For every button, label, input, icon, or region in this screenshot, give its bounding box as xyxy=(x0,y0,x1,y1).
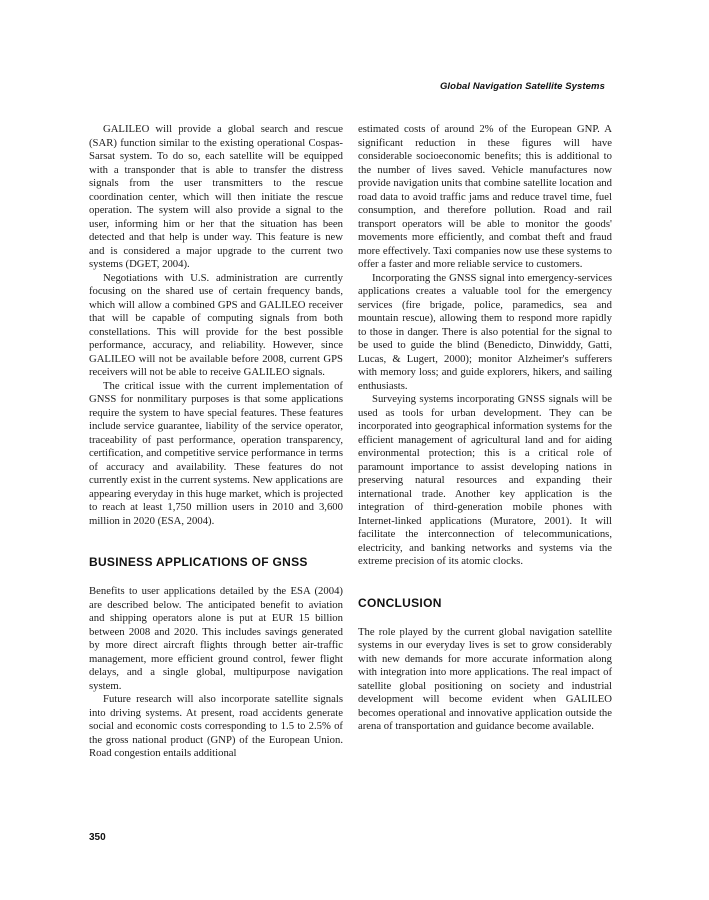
body-paragraph: Incorporating the GNSS signal into emergency-services applications creates a valuable tool for the emergency services (fire brigade, police, paramedics, sea and mountain rescue), allowing them to respond more rapidly to those in danger. There is also potential for the signal to be used to guide the blind (Benedicto, Dinwiddy, Gatti, Lucas, & Lugert, 2000); monitor Alzheimer's sufferers with memory loss; and guide explorers, hikers, and sailing enthusiasts. xyxy=(358,271,612,392)
body-paragraph: The critical issue with the current implementation of GNSS for nonmilitary purposes is that some applications require the system to have special features. These features include service guarantee, liability of the service operator, traceability of past performance, operation transparency, certification, and competitive service performance in terms of accuracy and availability. These features do not currently exist in the current systems. New applications are appearing everyday in this huge market, which is projected to reach at least 1,750 million users in 2010 and 3,600 million in 2020 (ESA, 2004). xyxy=(89,379,343,527)
body-paragraph: Negotiations with U.S. administration are currently focusing on the shared use of certain frequency bands, which will allow a combined GPS and GALILEO receiver that will be capable of computing signals from both constellations. This will provide for the best possible performance, accuracy, and reliability. However, since GALILEO will not be available before 2008, current GPS receivers will not be able to receive GALILEO signals. xyxy=(89,271,343,378)
body-paragraph: Benefits to user applications detailed by the ESA (2004) are described below. The anticipated benefit to aviation and shipping operators alone is put at EUR 15 billion between 2008 and 2020. This includes savings generated by more direct aircraft flights through better air-traffic management, more efficient ground control, fewer flight delays, and a single global, multipurpose navigation system. xyxy=(89,585,343,692)
section-heading-conclusion: CONCLUSION xyxy=(358,595,442,610)
conclusion-paragraph: The role played by the current global navigation satellite systems in our everyday lives is set to grow considerably with new demands for more accurate information along with integration into more applications. The real impact of satellite global positioning on society and industrial development will become evident when GALILEO becomes operational and innovative application outside the arena of transportation and guidance become available. xyxy=(358,625,612,732)
right-column xyxy=(358,123,612,734)
body-paragraph: GALILEO will provide a global search and rescue (SAR) function similar to the existing operational Cospas-Sarsat system. To do so, each satellite will be equipped with a transponder that is able to transfer the distress signals from the user transmitters to the rescue coordination center, which will then initiate the rescue operation. The system will also provide a signal to the user, informing him or her that the situation has been detected and that help is under way. This feature is new and is considered a major upgrade to the current two systems (DGET, 2004). xyxy=(89,123,343,270)
body-paragraph: Surveying systems incorporating GNSS signals will be used as tools for urban development. They can be incorporated into geographical information systems for the efficient management of agricultural land and for aiding environmental protection; this is a critical role of paramount importance to assist developing nations in preserving natural resources and expanding their international trade. Another key application is the integration of third-generation mobile phones with Internet-linked applications (Muratore, 2001). It will facilitate the interconnection of telecommunications, electricity, and banking networks and systems via the extreme precision of its atomic clocks. xyxy=(358,393,612,567)
body-paragraph-continued: estimated costs of around 2% of the European GNP. A significant reduction in these figures will have considerable socioeconomic benefits; this is additional to the number of lives saved. Vehicle manufactures now provide navigation units that combine satellite location and road data to avoid traffic jams and reduce travel time, fuel consumption, and therefore pollution. Road and rail transport operators will be able to monitor the goods' movements more efficiently, and combat theft and fraud more effectively. Taxi companies now use these systems to offer a faster and more reliable service to customers. xyxy=(358,123,612,270)
section-heading-business-applications: BUSINESS APPLICATIONS OF GNSS xyxy=(89,555,308,569)
body-paragraph: Future research will also incorporate satellite signals into driving systems. At present, road accidents generate social and economic costs corresponding to 1.5 to 2.5% of the gross national product (GNP) of the European Union. Road congestion entails additional xyxy=(89,693,343,759)
left-column xyxy=(89,123,343,761)
page-number: 350 xyxy=(89,832,106,843)
running-head: Global Navigation Satellite Systems xyxy=(439,81,605,92)
